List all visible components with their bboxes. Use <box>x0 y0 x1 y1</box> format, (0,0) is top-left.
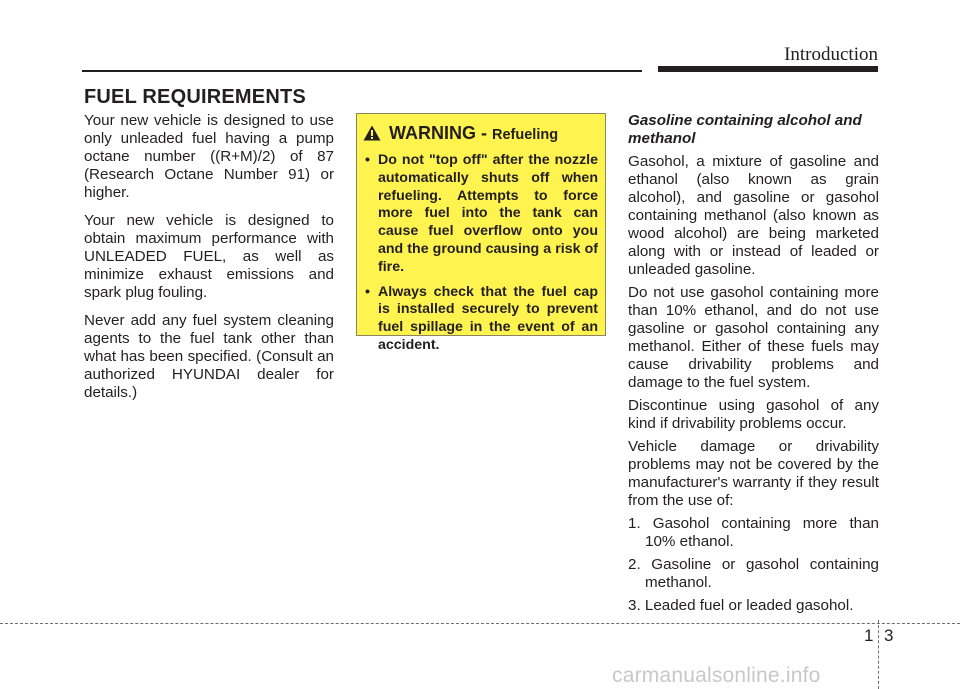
paragraph: Discontinue using gasohol of any kind if drivability problems occur. <box>628 397 879 432</box>
warning-triangle-icon <box>363 125 381 141</box>
bullet: • <box>365 283 370 300</box>
header-rule-thick <box>658 66 878 72</box>
footer-dashed-rule <box>0 623 960 624</box>
paragraph: Never add any fuel system cleaning agents to the fuel tank other than what has been specified. (Consult an authorized HYUNDAI dealer for details.) <box>84 312 334 401</box>
paragraph: Your new vehicle is designed to use only unleaded fuel having a pump octane number ((R+M)/2) of 87 (Research Octane Number 91) or higher. <box>84 112 334 201</box>
warning-item-text: Do not "top off" after the nozzle automatically shuts off when refueling. Attempts to force more fuel into the tank can cause fuel overflow onto you and the ground causing a risk of fire. <box>378 152 598 275</box>
paragraph: Do not use gasohol containing more than 10% ethanol, and do not use gasoline or gasohol containing any methanol. Either of these fuels may cause drivability problems and damage to the fuel system. <box>628 284 879 391</box>
header-title: Introduction <box>784 44 878 65</box>
page-number: 3 <box>884 626 894 645</box>
warning-label: WARNING - <box>389 123 492 143</box>
bullet: • <box>365 152 370 168</box>
right-column <box>628 112 879 620</box>
subheading: Gasoline containing alcohol and methanol <box>628 112 862 147</box>
chapter-number: 1 <box>864 626 874 645</box>
left-column <box>84 112 334 412</box>
warning-list <box>365 152 598 362</box>
list-item: 2. Gasoline or gasohol containing methanol. <box>628 556 879 591</box>
warning-header <box>389 123 603 144</box>
paragraph: Your new vehicle is designed to obtain maximum performance with UNLEADED FUEL, as well as minimize exhaust emissions and spark plug fouling. <box>84 212 334 301</box>
header-rule-thin <box>82 70 642 72</box>
paragraph: Vehicle damage or drivability problems may not be covered by the manufacturer's warranty if they result from the use of: <box>628 438 879 509</box>
warning-item <box>365 284 598 355</box>
warning-item <box>365 152 598 277</box>
watermark: carmanualsonline.info <box>612 664 821 687</box>
warning-item-text: Always check that the fuel cap is installed securely to prevent fuel spillage in the event of an accident. <box>378 283 598 353</box>
warning-subject: Refueling <box>492 127 559 143</box>
footer-vertical-divider <box>878 620 879 689</box>
warning-box <box>356 113 606 353</box>
list-item: 1. Gasohol containing more than 10% ethanol. <box>628 515 879 550</box>
list-item: 3. Leaded fuel or leaded gasohol. <box>628 597 854 614</box>
section-title: FUEL REQUIREMENTS <box>84 86 306 108</box>
paragraph: Gasohol, a mixture of gasoline and ethanol (also known as grain alcohol), and gasoline or gasohol containing methanol (also known as wood alcohol) are being marketed along with or instead of leaded or unleaded gasoline. <box>628 153 879 278</box>
